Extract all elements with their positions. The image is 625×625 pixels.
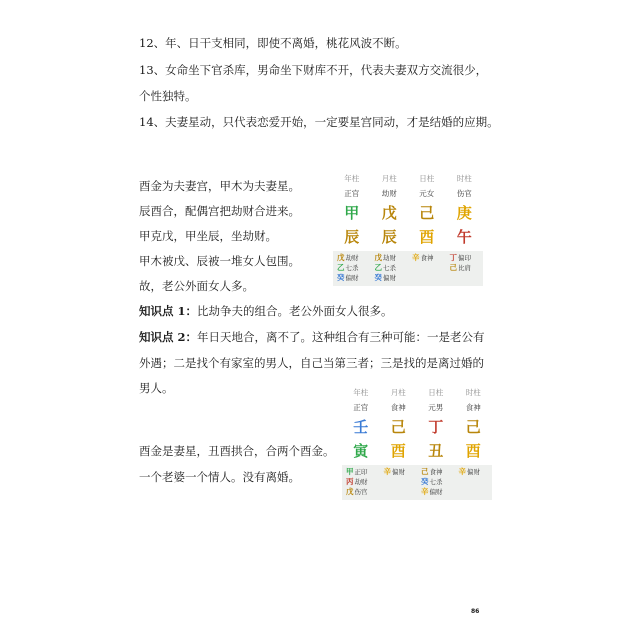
branch-cell: 辰 <box>344 228 360 246</box>
hidden-stem-item <box>421 487 455 497</box>
hidden-stem-item <box>337 273 371 283</box>
stem-cell: 己 <box>465 418 481 436</box>
hidden-stem-god: 偏印 <box>458 254 471 262</box>
hidden-stem-item <box>375 253 409 263</box>
point-13: 13、女命坐下官杀库，男命坐下财库不开，代表夫妻双方交流很少， <box>139 63 488 77</box>
ten-god-cell: 正官 <box>344 189 360 198</box>
hidden-stem-item <box>412 253 446 263</box>
hidden-stem-char: 辛 <box>383 467 391 476</box>
heavenly-stems-row <box>333 201 483 225</box>
header-cell: 时柱 <box>456 174 472 183</box>
hidden-stems-column <box>446 253 484 283</box>
stem-cell: 己 <box>419 204 435 222</box>
hidden-stem-god: 劫财 <box>354 478 368 486</box>
stem-cell: 戊 <box>381 204 397 222</box>
hidden-stem-char: 辛 <box>421 487 429 496</box>
hidden-stem-god: 偏财 <box>383 274 396 282</box>
hidden-stem-char: 甲 <box>346 467 354 476</box>
hidden-stem-god: 伤官 <box>354 488 368 496</box>
bazi-chart-1 <box>333 172 483 286</box>
section2-line-1: 酉金是妻星，丑酉拱合，合两个酉金。 <box>139 444 335 458</box>
branch-cell: 酉 <box>419 228 435 246</box>
hidden-stem-god: 偏财 <box>467 468 480 476</box>
ten-god-cell: 元男 <box>428 403 444 412</box>
hidden-stem-god: 劫财 <box>383 254 396 262</box>
section1-line-2: 辰酉合，配偶宫把劫财合进来。 <box>139 204 300 218</box>
hidden-stems-column <box>455 467 493 497</box>
hidden-stem-god: 劫财 <box>345 254 359 262</box>
hidden-stem-char: 丁 <box>449 253 457 262</box>
header-cell: 年柱 <box>344 174 360 183</box>
hidden-stem-god: 偏财 <box>392 468 405 476</box>
section2-line-2: 一个老婆一个情人。没有离婚。 <box>139 470 300 484</box>
point-13-cont: 个性独特。 <box>139 89 197 103</box>
ten-god-cell: 食神 <box>390 403 406 412</box>
hidden-stem-god: 正印 <box>354 468 368 476</box>
hidden-stems-box <box>342 465 492 500</box>
knowledge-point-2-text-1: 年日天地合，离不了。这种组合有三种可能：一是老公有 <box>197 330 485 344</box>
hidden-stem-god: 食神 <box>420 254 434 262</box>
hidden-stems-box <box>333 251 483 286</box>
hidden-stem-item <box>384 467 418 477</box>
branch-cell: 辰 <box>381 228 397 246</box>
stem-cell: 丁 <box>428 418 444 436</box>
hidden-stem-item <box>375 263 409 273</box>
earthly-branches-row <box>342 439 492 463</box>
stem-cell: 庚 <box>456 204 472 222</box>
branch-cell: 丑 <box>428 442 444 460</box>
hidden-stem-item <box>337 253 371 263</box>
hidden-stem-char: 辛 <box>458 467 466 476</box>
section1-line-5: 故，老公外面女人多。 <box>139 279 254 293</box>
hidden-stem-god: 七杀 <box>345 264 359 272</box>
header-cell: 时柱 <box>465 388 481 397</box>
knowledge-point-2-text-3: 男人。 <box>139 381 174 395</box>
knowledge-point-2-text-2: 外遇；二是找个有家室的男人，自己当第三者；三是找的是离过婚的 <box>139 356 484 370</box>
header-cell: 月柱 <box>390 388 406 397</box>
point-12: 12、年、日干支相同，即使不离婚，桃花风波不断。 <box>139 36 407 50</box>
ten-gods-row <box>333 186 483 201</box>
branch-cell: 酉 <box>465 442 481 460</box>
section1-line-3: 甲克戊，甲坐辰，坐劫财。 <box>139 229 277 243</box>
point-14: 14、夫妻星动，只代表恋爱开始，一定要星宫同动，才是结婚的应期。 <box>139 115 499 129</box>
ten-gods-row <box>342 400 492 415</box>
hidden-stem-item <box>346 477 380 487</box>
hidden-stem-item <box>450 263 484 273</box>
hidden-stem-item <box>337 263 371 273</box>
hidden-stem-char: 辛 <box>412 253 420 262</box>
knowledge-point-2 <box>139 329 485 345</box>
header-cell: 年柱 <box>353 388 369 397</box>
hidden-stem-item <box>450 253 484 263</box>
hidden-stem-god: 七杀 <box>383 264 396 272</box>
hidden-stem-item <box>346 467 380 477</box>
hidden-stem-god: 七杀 <box>429 478 443 486</box>
hidden-stem-item <box>459 467 493 477</box>
header-cell: 日柱 <box>419 174 435 183</box>
stem-cell: 甲 <box>344 204 360 222</box>
ten-god-cell: 食神 <box>465 403 481 412</box>
hidden-stem-item <box>421 467 455 477</box>
hidden-stem-char: 乙 <box>337 263 345 272</box>
hidden-stem-god: 偏财 <box>345 274 359 282</box>
knowledge-point-1-label: 知识点 1： <box>139 304 198 318</box>
hidden-stems-column <box>417 467 455 497</box>
hidden-stem-item <box>375 273 409 283</box>
hidden-stem-char: 戊 <box>337 253 345 262</box>
hidden-stems-column <box>342 467 380 497</box>
hidden-stem-god: 比肩 <box>458 264 471 272</box>
ten-god-cell: 伤官 <box>456 189 472 198</box>
section1-line-1: 酉金为夫妻宫，甲木为夫妻星。 <box>139 179 300 193</box>
hidden-stem-char: 癸 <box>337 273 345 282</box>
header-cell: 日柱 <box>428 388 444 397</box>
ten-god-cell: 正官 <box>353 403 369 412</box>
heavenly-stems-row <box>342 415 492 439</box>
branch-cell: 寅 <box>353 442 369 460</box>
pillar-headers <box>333 172 483 186</box>
pillar-headers <box>342 386 492 400</box>
ten-god-cell: 劫财 <box>381 189 397 198</box>
stem-cell: 己 <box>390 418 406 436</box>
hidden-stem-char: 癸 <box>374 273 382 282</box>
branch-cell: 午 <box>456 228 472 246</box>
knowledge-point-1-text: 比劫争夫的组合。老公外面女人很多。 <box>197 304 393 318</box>
hidden-stem-god: 偏财 <box>429 488 443 496</box>
hidden-stem-char: 己 <box>449 263 457 272</box>
hidden-stems-column <box>408 253 446 283</box>
hidden-stems-column <box>371 253 409 283</box>
section1-line-4: 甲木被戊、辰被一堆女人包围。 <box>139 254 300 268</box>
hidden-stem-item <box>346 487 380 497</box>
knowledge-point-2-label: 知识点 2： <box>139 330 198 344</box>
hidden-stem-item <box>421 477 455 487</box>
ten-god-cell: 元女 <box>419 189 435 198</box>
knowledge-point-1 <box>139 303 393 319</box>
stem-cell: 壬 <box>353 418 369 436</box>
hidden-stems-column <box>333 253 371 283</box>
hidden-stem-char: 戊 <box>374 253 382 262</box>
hidden-stems-column <box>380 467 418 497</box>
hidden-stem-char: 己 <box>421 467 429 476</box>
header-cell: 月柱 <box>381 174 397 183</box>
hidden-stem-char: 戊 <box>346 487 354 496</box>
hidden-stem-char: 丙 <box>346 477 354 486</box>
bazi-chart-2 <box>342 386 492 500</box>
page-number: 86 <box>471 608 480 615</box>
hidden-stem-god: 食神 <box>429 468 443 476</box>
branch-cell: 酉 <box>390 442 406 460</box>
earthly-branches-row <box>333 225 483 249</box>
hidden-stem-char: 乙 <box>374 263 382 272</box>
hidden-stem-char: 癸 <box>421 477 429 486</box>
